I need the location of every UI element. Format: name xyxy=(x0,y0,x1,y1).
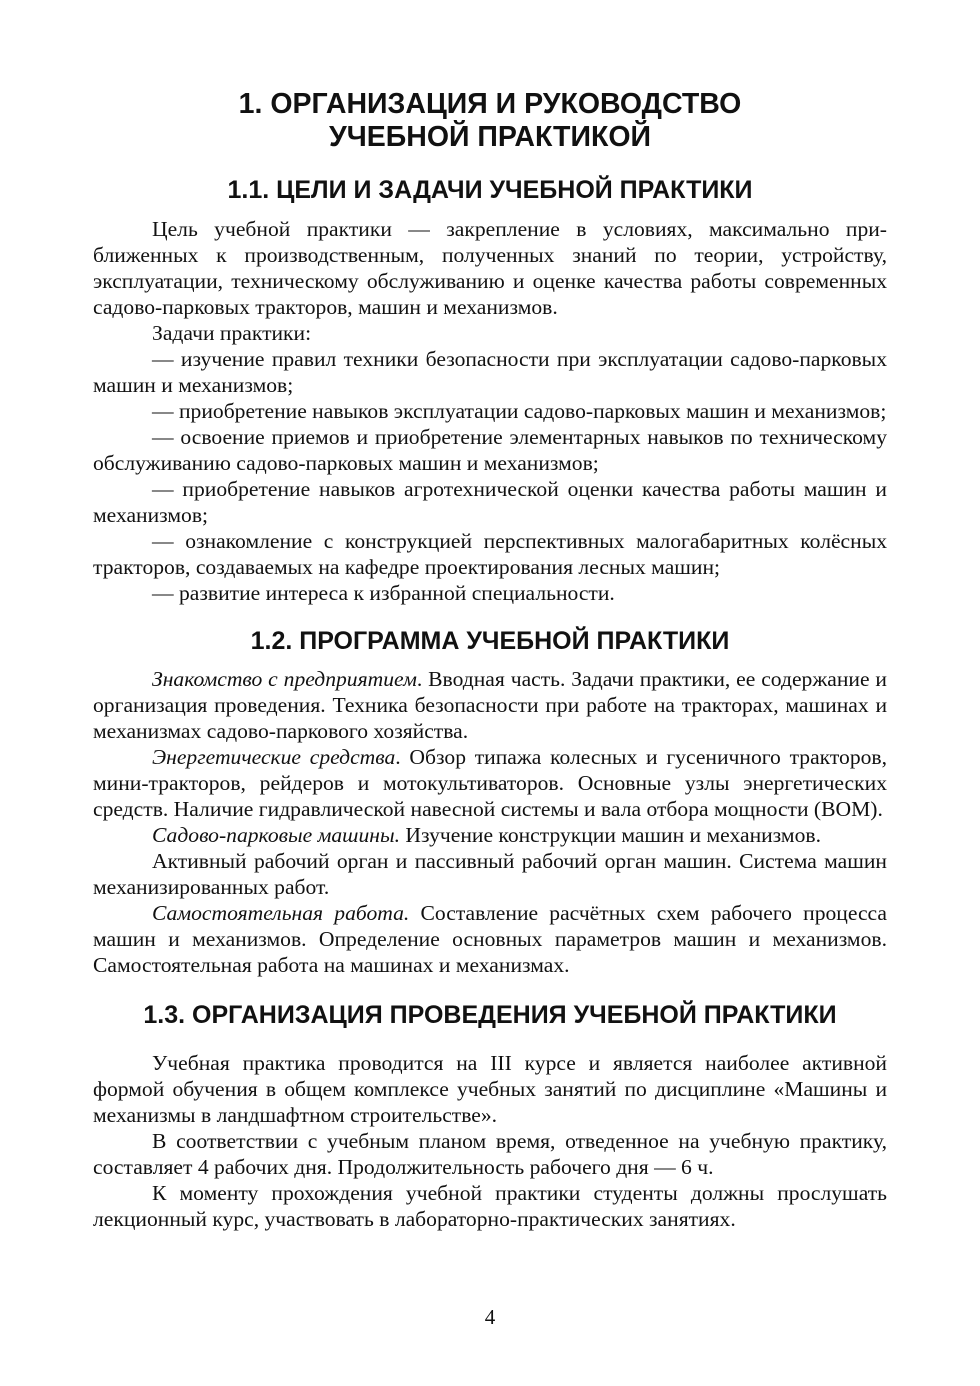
program-item xyxy=(93,822,887,848)
section-3-body xyxy=(93,1050,887,1232)
tasks-heading: Задачи практики: xyxy=(152,321,312,345)
task-item: — ознакомление с конструкцией перспективных малогабаритных колёсных тракторов, создаваемых на кафедре проектирования лесных машин; xyxy=(93,529,887,579)
chapter-title xyxy=(93,88,887,154)
program-item xyxy=(93,666,887,744)
task-item: — развитие интереса к избранной специальности. xyxy=(152,581,615,605)
organization-paragraph: В соответствии с учебным планом время, отведенное на учебную практику, составляет 4 рабочих дня. Продолжительность рабочего дня — 6 ч. xyxy=(93,1129,887,1179)
section-3-title: 1.3. ОРГАНИЗАЦИЯ ПРОВЕДЕНИЯ УЧЕБНОЙ ПРАКТИКИ xyxy=(143,1001,837,1029)
section-2-title: 1.2. ПРОГРАММА УЧЕБНОЙ ПРАКТИКИ xyxy=(250,627,730,655)
page-number: 4 xyxy=(484,1305,496,1329)
program-item-text: Составление расчётных схем рабочего процесса машин и механизмов. Определение основных параметров машин и механизмов. Самостоятельная работа на машинах и механизмах. xyxy=(93,901,887,977)
task-item: — приобретение навыков эксплуатации садово-парковых машин и механизмов; xyxy=(152,399,887,423)
program-item-text: Изучение конструкции машин и механизмов. xyxy=(400,823,821,847)
program-item-term: Самостоятельная работа. xyxy=(152,901,410,925)
program-item-term: Энергетические средства xyxy=(152,745,396,769)
organization-paragraph: К моменту прохождения учебной практики студенты должны прослушать лекционный курс, участвовать в лабораторно-практических занятиях. xyxy=(93,1181,887,1231)
task-item: — освоение приемов и приобретение элементарных навыков по техническому обслуживанию садово-парковых машин и механизмов; xyxy=(93,425,887,475)
section-2-body xyxy=(93,666,887,978)
program-item-term: Знакомство с предприятием xyxy=(152,667,417,691)
organization-paragraph: Учебная практика проводится на III курсе и является наиболее активной формой обучения в общем комплексе учебных занятий по дисциплине «Машины и механизмы в ландшафтном строительстве». xyxy=(93,1051,887,1127)
task-item: — приобретение навыков агротехнической оценки качества работы машин и механизмов; xyxy=(93,477,887,527)
program-item xyxy=(93,744,887,822)
chapter-title-line2: УЧЕБНОЙ ПРАКТИКОЙ xyxy=(328,121,652,153)
program-item xyxy=(93,848,887,900)
section-1-body xyxy=(93,216,887,606)
goal-paragraph: Цель учебной практики — закрепление в условиях, максимально приближенных к производственным, полученных знаний по теории, устройству, эксплуатации, техническому обслуживанию и оценке качества работы современных садово-парковых тракторов, машин и механизмов. xyxy=(93,217,887,319)
document-page xyxy=(93,88,887,1232)
program-item-text: . Вводная часть. Задачи практики, ее содержание и организация проведения. Техника безопасности при работе на тракторах, машинах и механизмах садово-паркового хозяйства. xyxy=(93,667,887,743)
program-item-text: . Обзор типажа колесных и гусеничного тракторов, мини-тракторов, рейдеров и мотокультиваторов. Основные узлы энергетических средств. Наличие гидравлической навесной системы и вала отбора мощности (ВОМ). xyxy=(93,745,888,821)
task-item: — изучение правил техники безопасности при эксплуатации садово-парковых машин и механизмов; xyxy=(93,347,887,397)
program-item-text: Активный рабочий орган и пассивный рабочий орган машин. Система машин механизированных работ. xyxy=(93,849,887,899)
chapter-title-line1: 1. ОРГАНИЗАЦИЯ И РУКОВОДСТВО xyxy=(238,88,742,120)
program-item-term: Садово-парковые машины. xyxy=(152,823,401,847)
section-1-title: 1.1. ЦЕЛИ И ЗАДАЧИ УЧЕБНОЙ ПРАКТИКИ xyxy=(227,176,753,204)
program-item xyxy=(93,900,887,978)
